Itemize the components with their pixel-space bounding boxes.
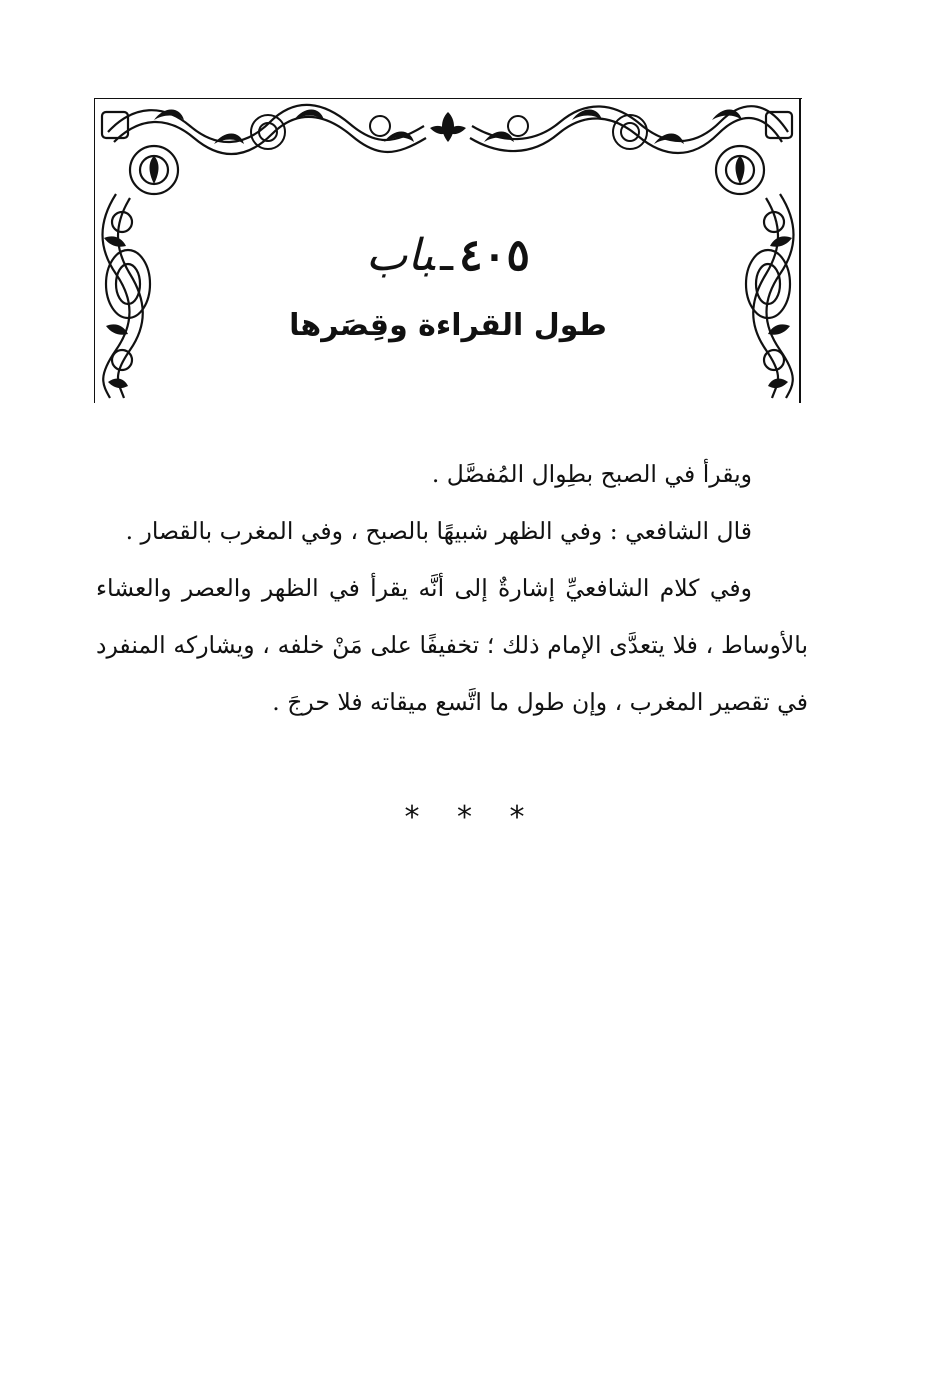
paragraph-3: وفي كلام الشافعيِّ إشارةٌ إلى أنَّه يقرأ في الظهر والعصر والعشاء بالأوساط ، فلا يتعدَّى الإمام ذلك ؛ تخفيفًا على مَنْ خلفه ، ويشاركه المنفرد في تقصير المغرب ، وإن طول ما اتَّسع ميقاته فلا حرجَ . <box>96 574 808 716</box>
chapter-separator: ـ <box>440 230 454 281</box>
chapter-subtitle: طول القراءة وقِصَرها <box>289 308 607 343</box>
chapter-word: باب <box>366 230 435 281</box>
section-separator-stars: * * * <box>404 800 539 835</box>
paragraph-1: ويقرأ في الصبح بطِوال المُفصَّل . <box>431 460 752 488</box>
paragraph-2: قال الشافعي : وفي الظهر شبيهًا بالصبح ، وفي المغرب بالقصار . <box>125 517 752 545</box>
ornamental-header-frame <box>94 98 802 403</box>
chapter-number: ٤٠٥ <box>459 230 530 281</box>
chapter-heading <box>94 226 802 286</box>
body-text <box>96 446 808 731</box>
